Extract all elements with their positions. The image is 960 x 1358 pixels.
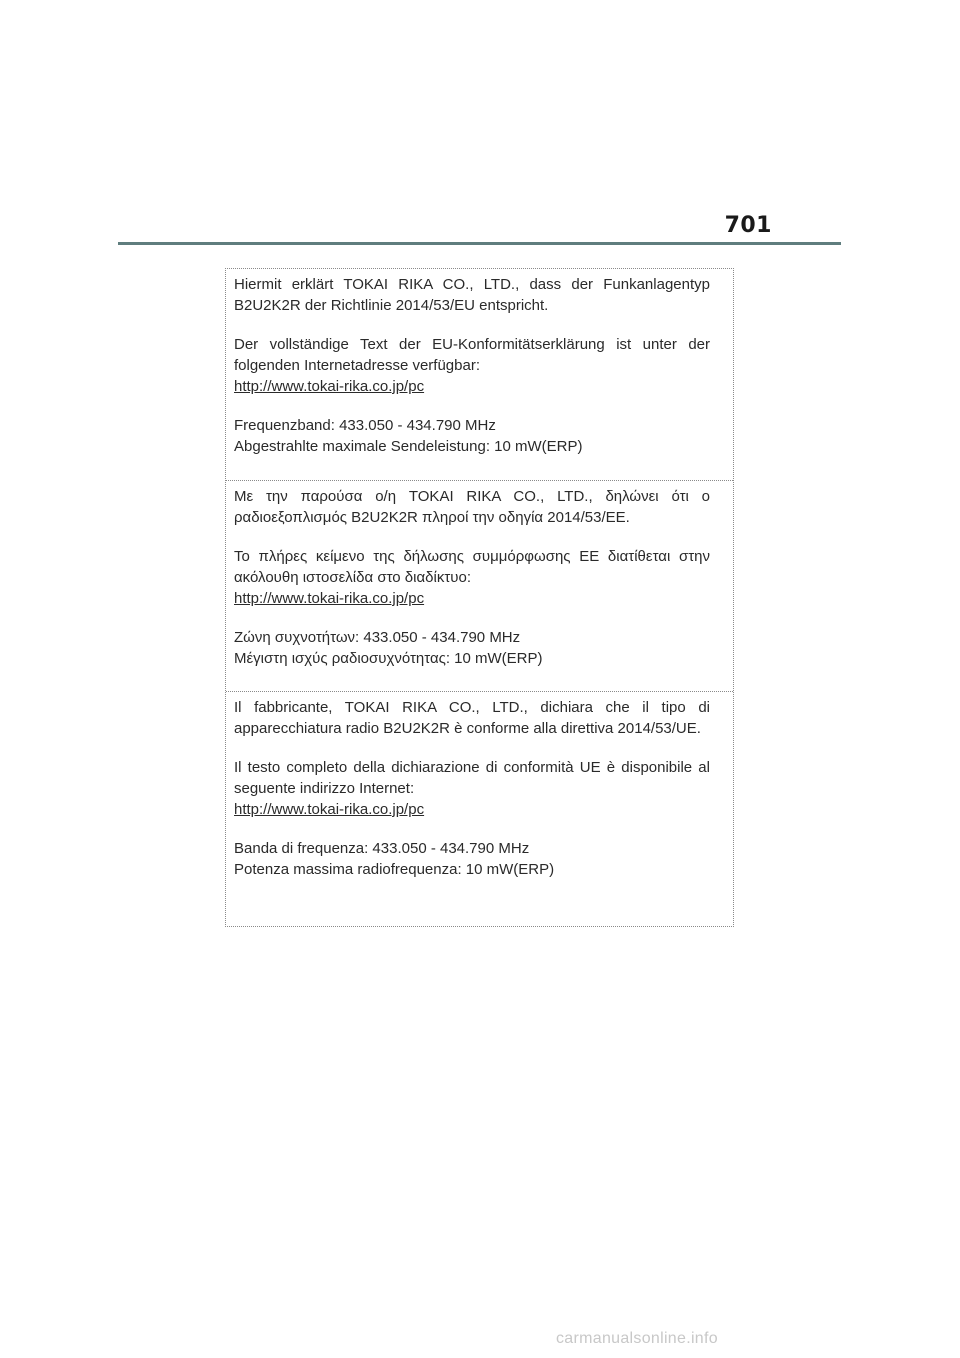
section-italian (226, 692, 733, 927)
power-text: Abgestrahlte maximale Sendeleistung: 10 mW(ERP) (234, 438, 583, 455)
conformity-link[interactable]: http://www.tokai-rika.co.jp/pc (234, 801, 425, 818)
declaration-text: Il fabbricante, TOKAI RIKA CO., LTD., dichiara che il tipo di apparecchiatura radio B2U2K2R è conforme alla direttiva 2014/53/UE. (234, 699, 710, 737)
declaration-text: Hiermit erklärt TOKAI RIKA CO., LTD., dass der Funkanlagentyp B2U2K2R der Richtlinie 2014/53/EU entspricht. (234, 276, 710, 314)
frequency-text: Frequenzband: 433.050 - 434.790 MHz (234, 417, 496, 434)
availability-text: Il testo completo della dichiarazione di conformità UE è disponibile al seguente indirizzo Internet: (234, 759, 710, 797)
section-greek (226, 481, 733, 692)
conformity-link[interactable]: http://www.tokai-rika.co.jp/pc (234, 590, 425, 607)
conformity-link[interactable]: http://www.tokai-rika.co.jp/pc (234, 378, 425, 395)
page-number: 701 (724, 213, 772, 238)
frequency-text: Ζώνη συχνοτήτων: 433.050 - 434.790 MHz (234, 629, 521, 646)
declaration-text: Με την παρούσα ο/η TOKAI RIKA CO., LTD., δηλώνει ότι ο ραδιοεξοπλισμός B2U2K2R πληροί την οδηγία 2014/53/ΕΕ. (234, 488, 710, 526)
section-german (226, 269, 733, 481)
availability-text: Der vollständige Text der EU-Konformitätserklärung ist unter der folgenden Internetadresse verfügbar: (234, 336, 710, 374)
declaration-box (225, 268, 734, 927)
power-text: Μέγιστη ισχύς ραδιοσυχνότητας: 10 mW(ERP) (234, 650, 543, 667)
header-rule (118, 242, 841, 245)
availability-text: Το πλήρες κείμενο της δήλωσης συμμόρφωσης ΕΕ διατίθεται στην ακόλουθη ιστοσελίδα στο διαδίκτυο: (234, 548, 710, 586)
watermark-logo: carmanualsonline.info (556, 1330, 718, 1347)
frequency-text: Banda di frequenza: 433.050 - 434.790 MHz (234, 840, 530, 857)
power-text: Potenza massima radiofrequenza: 10 mW(ERP) (234, 861, 555, 878)
